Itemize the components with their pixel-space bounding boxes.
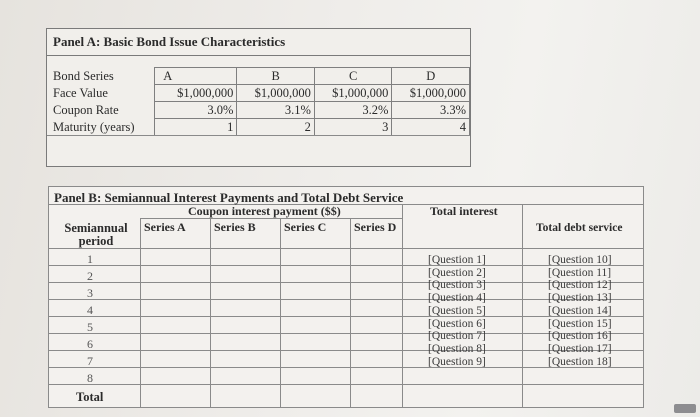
period-cell: 2 <box>87 269 93 283</box>
total-debt-questions <box>548 254 612 368</box>
panel-a-title: Panel A: Basic Bond Issue Characteristics <box>53 34 286 49</box>
gridline <box>350 218 351 408</box>
question-placeholder: [Question 7] <box>428 330 486 343</box>
total-interest-header: Total interest <box>430 204 498 218</box>
question-placeholder: [Question 14] <box>548 304 612 317</box>
gridline <box>210 218 211 408</box>
question-placeholder: [Question 10] <box>548 254 612 266</box>
period-cell: 8 <box>87 371 93 385</box>
divider <box>47 55 470 56</box>
series-header: Series C <box>284 220 327 234</box>
question-placeholder: [Question 2] <box>428 266 486 279</box>
gridline <box>48 407 644 408</box>
question-placeholder: [Question 18] <box>548 355 612 368</box>
total-debt-header: Total debt service <box>536 222 623 234</box>
face-value-cell: $1,000,000 <box>392 85 470 102</box>
coupon-rate-cell: 3.1% <box>237 102 315 119</box>
period-cell: 6 <box>87 337 93 351</box>
image-badge-icon <box>674 404 696 413</box>
question-placeholder: [Question 8] <box>428 342 486 355</box>
gridline <box>522 204 523 408</box>
panel-b <box>48 186 644 408</box>
maturity-cell: 1 <box>155 119 237 136</box>
coupon-rate-cell: 3.2% <box>314 102 392 119</box>
period-cell: 3 <box>87 286 93 300</box>
row-label: Face Value <box>51 85 155 102</box>
row-label: Bond Series <box>51 68 155 85</box>
series-header: Series D <box>354 220 397 234</box>
gridline <box>140 218 141 408</box>
question-placeholder: [Question 6] <box>428 317 486 330</box>
question-placeholder: [Question 1] <box>428 254 486 266</box>
row-label: Coupon Rate <box>51 102 155 119</box>
question-placeholder: [Question 11] <box>548 266 612 279</box>
gridline <box>280 218 281 408</box>
face-value-cell: $1,000,000 <box>237 85 315 102</box>
gridline <box>402 204 403 408</box>
period-cell: 5 <box>87 320 93 334</box>
question-placeholder: [Question 15] <box>548 317 612 330</box>
series-header: A <box>155 68 237 85</box>
coupon-rate-cell: 3.3% <box>392 102 470 119</box>
total-interest-questions <box>428 254 486 368</box>
question-placeholder: [Question 5] <box>428 304 486 317</box>
face-value-cell: $1,000,000 <box>155 85 237 102</box>
period-cell: 1 <box>87 252 93 266</box>
question-placeholder: [Question 3] <box>428 279 486 292</box>
coupon-header: Coupon interest payment ($$) <box>188 204 341 218</box>
face-value-cell: $1,000,000 <box>314 85 392 102</box>
question-placeholder: [Question 12] <box>548 279 612 292</box>
question-placeholder: [Question 4] <box>428 292 486 305</box>
maturity-cell: 4 <box>392 119 470 136</box>
question-placeholder: [Question 13] <box>548 292 612 305</box>
series-header: D <box>392 68 470 85</box>
bond-characteristics-table <box>51 67 470 136</box>
period-cell: 4 <box>87 303 93 317</box>
question-placeholder: [Question 17] <box>548 342 612 355</box>
series-header: C <box>314 68 392 85</box>
question-placeholder: [Question 9] <box>428 355 486 368</box>
panel-b-title: Panel B: Semiannual Interest Payments and Total Debt Service <box>54 190 404 205</box>
period-cell: 7 <box>87 354 93 368</box>
row-label: Maturity (years) <box>51 119 155 136</box>
series-header: Series B <box>214 220 256 234</box>
gridline <box>48 186 644 187</box>
divider <box>47 135 470 166</box>
coupon-rate-cell: 3.0% <box>155 102 237 119</box>
gridline <box>48 186 49 408</box>
series-header: B <box>237 68 315 85</box>
maturity-cell: 3 <box>314 119 392 136</box>
period-header: Semiannual period <box>64 221 128 248</box>
series-header: Series A <box>144 220 186 234</box>
gridline <box>48 248 644 249</box>
gridline <box>643 186 644 408</box>
maturity-cell: 2 <box>237 119 315 136</box>
total-label: Total <box>76 390 104 404</box>
gridline <box>48 384 644 385</box>
question-placeholder: [Question 16] <box>548 330 612 343</box>
panel-a <box>46 28 471 167</box>
